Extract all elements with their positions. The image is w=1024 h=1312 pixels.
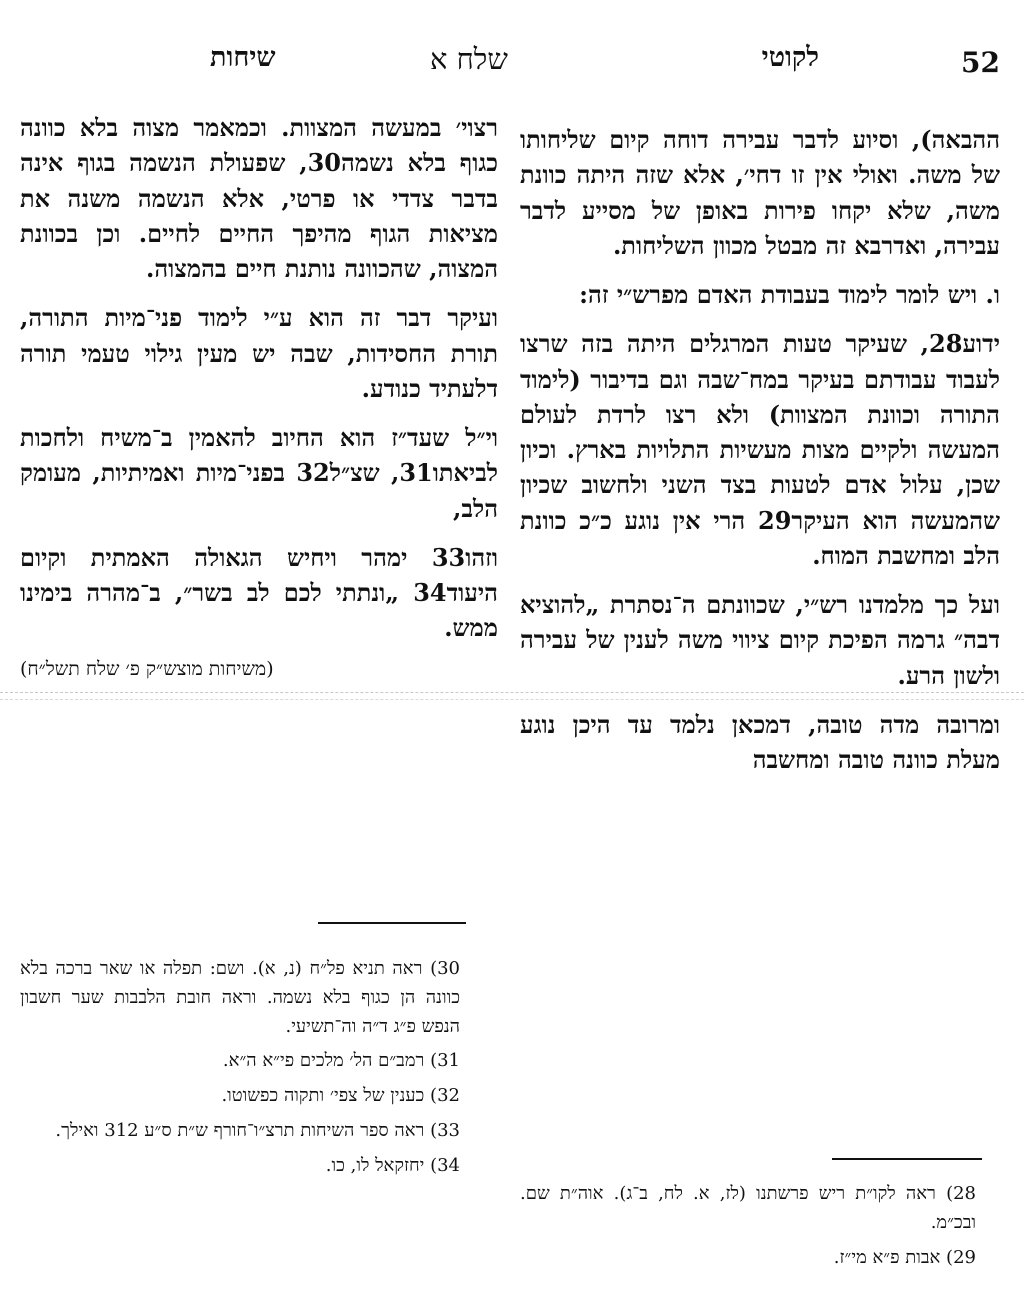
paragraph: ומרובה מדה טובה, דמכאן נלמד עד היכן נוגע מעלת כוונה טובה ומחשבה <box>520 709 1000 775</box>
header-title-right: לקוטי <box>761 42 819 73</box>
footnote: 29) אבות פ״א מי״ז. <box>833 1246 976 1268</box>
paragraph: ההבאה), וסיוע לדבר עבירה דוחה קיום שליחותו של משה. ואולי אין זו דחי׳, אלא שזה היתה כוונת משה, שלא יקחו פירות באופן של מסייע לדבר עבירה, ואדרבא זה מבטל מכוון השליחות. <box>520 125 1000 260</box>
left-text-column <box>20 110 498 684</box>
source-citation: (משיחות מוצש״ק פ׳ שלח תשל״ח) <box>20 657 274 680</box>
footnote: 31) רמב״ם הל׳ מלכים פי״א ה״א. <box>222 1050 460 1072</box>
footnote: 32) כענין של צפי׳ ותקוה כפשוטו. <box>221 1085 460 1107</box>
running-header <box>0 42 1024 82</box>
footnotes-left <box>20 955 460 1187</box>
header-title-left: שיחות <box>210 42 276 73</box>
paragraph: וזהו33 ימהר ויחיש הגאולה האמתית וקיום היעוד34 „ונתתי לכם לב בשר״, ב־מהרה בימינו ממש. <box>20 542 498 643</box>
footnote: 33) ראה ספר השיחות תרצ״ו־חורף ש״ת ס״ע 312 ואילך. <box>55 1119 460 1141</box>
footnote-divider-right <box>832 1158 982 1160</box>
paragraph: ועיקר דבר זה הוא ע״י לימוד פני־מיות התורה, תורת החסידות, שבה יש מעין גילוי טעמי תורה דלעתיד כנודע. <box>20 303 498 403</box>
scan-artifact-line <box>0 692 1024 700</box>
footnote: 30) ראה תניא פל״ח (נ, א). ושם: תפלה או שאר ברכה בלא כוונה הן כגוף בלא נשמה. וראה חובת הלבבות שער חשבון הנפש פ״ג ד״ה וה־תשיעי. <box>20 958 460 1037</box>
paragraph: ידוע28, שעיקר טעות המרגלים היתה בזה שרצו לעבוד עבודתם בעיקר במח־שבה וגם בדיבור (לימוד התורה וכוונת המצוות) ולא רצו לרדת לעולם המעשה ולקיים מצות מעשיות התלויות בארץ. וכיון שכן, עלול אדם לטעות בצד השני ולחשוב שכיון שהמעשה הוא העיקר29 הרי אין נוגע כ״כ כוונת הלב ומחשבת המוח. <box>520 329 1000 570</box>
paragraph: רצוי׳ במעשה המצוות. וכמאמר מצוה בלא כוונה כגוף בלא נשמה30, שפעולת הנשמה בגוף אינה בדבר צדדי או פרטי, אלא הנשמה משנה את מציאות הגוף מהיפך החיים לחיים. וכן בכוונת המצוה, שהכוונה נותנת חיים בהמצוה. <box>20 113 499 284</box>
paragraph: ועל כך מלמדנו רש״י, שכוונתם ה־נסתרת „להוציא דבה״ גרמה הפיכת קיום ציווי משה לענין של עבירה ולשון הרע. <box>520 590 1000 690</box>
section-heading-paragraph: ו. ויש לומר לימוד בעבודת האדם מפרש״י זה: <box>579 280 1000 310</box>
right-text-column <box>520 122 1000 788</box>
footnotes-right <box>520 1180 976 1278</box>
paragraph: וי״ל שעד״ז הוא החיוב להאמין ב־משיח ולחכות לביאתו31, שצ״ל32 בפני־מיות ואמיתיות, מעומק הלב, <box>20 423 499 523</box>
page-number: 52 <box>961 46 1000 79</box>
footnote: 34) יחזקאל לו, כו. <box>325 1154 460 1176</box>
header-title-center: שלח א <box>430 42 508 76</box>
footnote: 28) ראה לקו״ת ריש פרשתנו (לז, א. לח, ב־ג). אוה״ת שם. ובכ״מ. <box>520 1183 976 1233</box>
footnote-divider-left <box>318 922 466 924</box>
